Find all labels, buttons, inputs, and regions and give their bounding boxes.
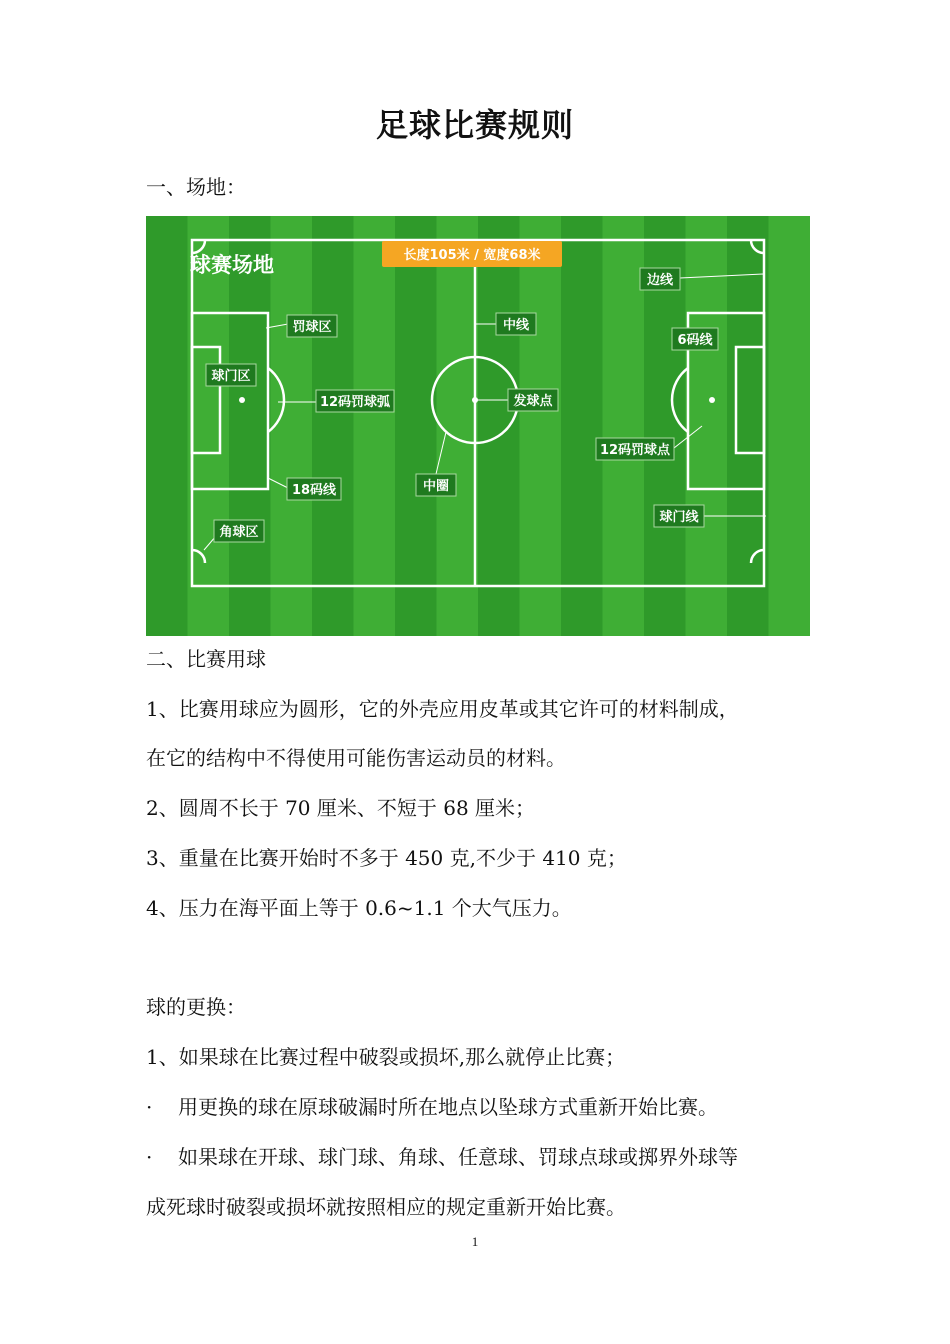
label-kickoff-spot (508, 389, 558, 411)
grass-stripes (146, 216, 810, 636)
replacement-bullet-2 (146, 1142, 738, 1172)
bullet-mark: · (146, 1095, 153, 1119)
bullet-mark: · (146, 1145, 153, 1169)
grass-stripe (188, 216, 230, 636)
svg-text:中线: 中线 (502, 318, 530, 333)
bullet-text: 用更换的球在原球破漏时所在地点以坠球方式重新开始比赛。 (178, 1095, 718, 1119)
label-eighteen-yard-line (287, 478, 341, 500)
grass-stripe (561, 216, 603, 636)
field-diagram (146, 216, 810, 636)
left-penalty-spot (239, 397, 245, 403)
label-six-yard-line (672, 328, 718, 350)
grass-stripe (603, 216, 645, 636)
label-goal-area (206, 364, 256, 386)
svg-text:中圈: 中圈 (422, 479, 450, 494)
grass-stripe (478, 216, 520, 636)
page-title: 足球比赛规则 (375, 106, 574, 144)
replacement-rule-1: 1、如果球在比赛过程中破裂或损坏,那么就停止比赛； (146, 1045, 626, 1069)
svg-text:发球点: 发球点 (513, 394, 553, 409)
section-heading-ball-replacement: 球的更换： (146, 995, 246, 1019)
label-penalty-area (287, 315, 337, 337)
svg-text:12码罚球弧: 12码罚球弧 (319, 395, 391, 410)
label-center-circle (416, 474, 456, 496)
svg-text:边线: 边线 (646, 273, 674, 288)
bullet-text: 如果球在开球、球门球、角球、任意球、罚球点球或掷界外球等 (178, 1145, 738, 1169)
section-heading-ball: 二、比赛用球 (146, 647, 266, 671)
label-penalty-arc (316, 390, 394, 412)
field-svg (146, 216, 810, 636)
grass-stripe (520, 216, 562, 636)
label-penalty-spot (596, 438, 674, 460)
svg-text:12码罚球点: 12码罚球点 (599, 443, 671, 458)
label-corner-area (214, 520, 264, 542)
svg-text:罚球区: 罚球区 (292, 320, 332, 335)
section-heading-field: 一、场地： (146, 175, 246, 199)
svg-text:球门区: 球门区 (211, 369, 251, 384)
ball-rule-4: 4、压力在海平面上等于 0.6~1.1 个大气压力。 (146, 896, 572, 920)
ball-rule-3: 3、重量在比赛开始时不多于 450 克,不少于 410 克； (146, 846, 627, 870)
right-penalty-spot (709, 397, 715, 403)
svg-text:球门线: 球门线 (659, 510, 699, 525)
replacement-bullet-2-continued: 成死球时破裂或损坏就按照相应的规定重新开始比赛。 (146, 1195, 626, 1219)
grass-stripe (437, 216, 479, 636)
grass-stripe (271, 216, 313, 636)
grass-stripe (146, 216, 188, 636)
grass-stripe (229, 216, 271, 636)
grass-stripe (769, 216, 811, 636)
ball-rule-2: 2、圆周不长于 70 厘米、不短于 68 厘米； (146, 796, 536, 820)
grass-stripe (727, 216, 769, 636)
replacement-bullet-1 (146, 1092, 718, 1122)
grass-stripe (354, 216, 396, 636)
svg-text:18码线: 18码线 (291, 483, 337, 498)
field-title: 球赛场地 (190, 253, 274, 277)
svg-text:6码线: 6码线 (677, 333, 713, 348)
ball-rule-1a: 1、比赛用球应为圆形，它的外壳应用皮革或其它许可的材料制成， (146, 697, 739, 721)
grass-stripe (395, 216, 437, 636)
label-goal-line (654, 505, 704, 527)
ball-rule-1b: 在它的结构中不得使用可能伤害运动员的材料。 (146, 746, 566, 770)
page-number: 1 (471, 1234, 479, 1249)
dimension-text: 长度105米 / 宽度68米 (403, 248, 541, 263)
grass-stripe (312, 216, 354, 636)
svg-text:角球区: 角球区 (219, 525, 259, 540)
grass-stripe (686, 216, 728, 636)
label-halfway-line (496, 313, 536, 335)
label-touchline (640, 268, 680, 290)
